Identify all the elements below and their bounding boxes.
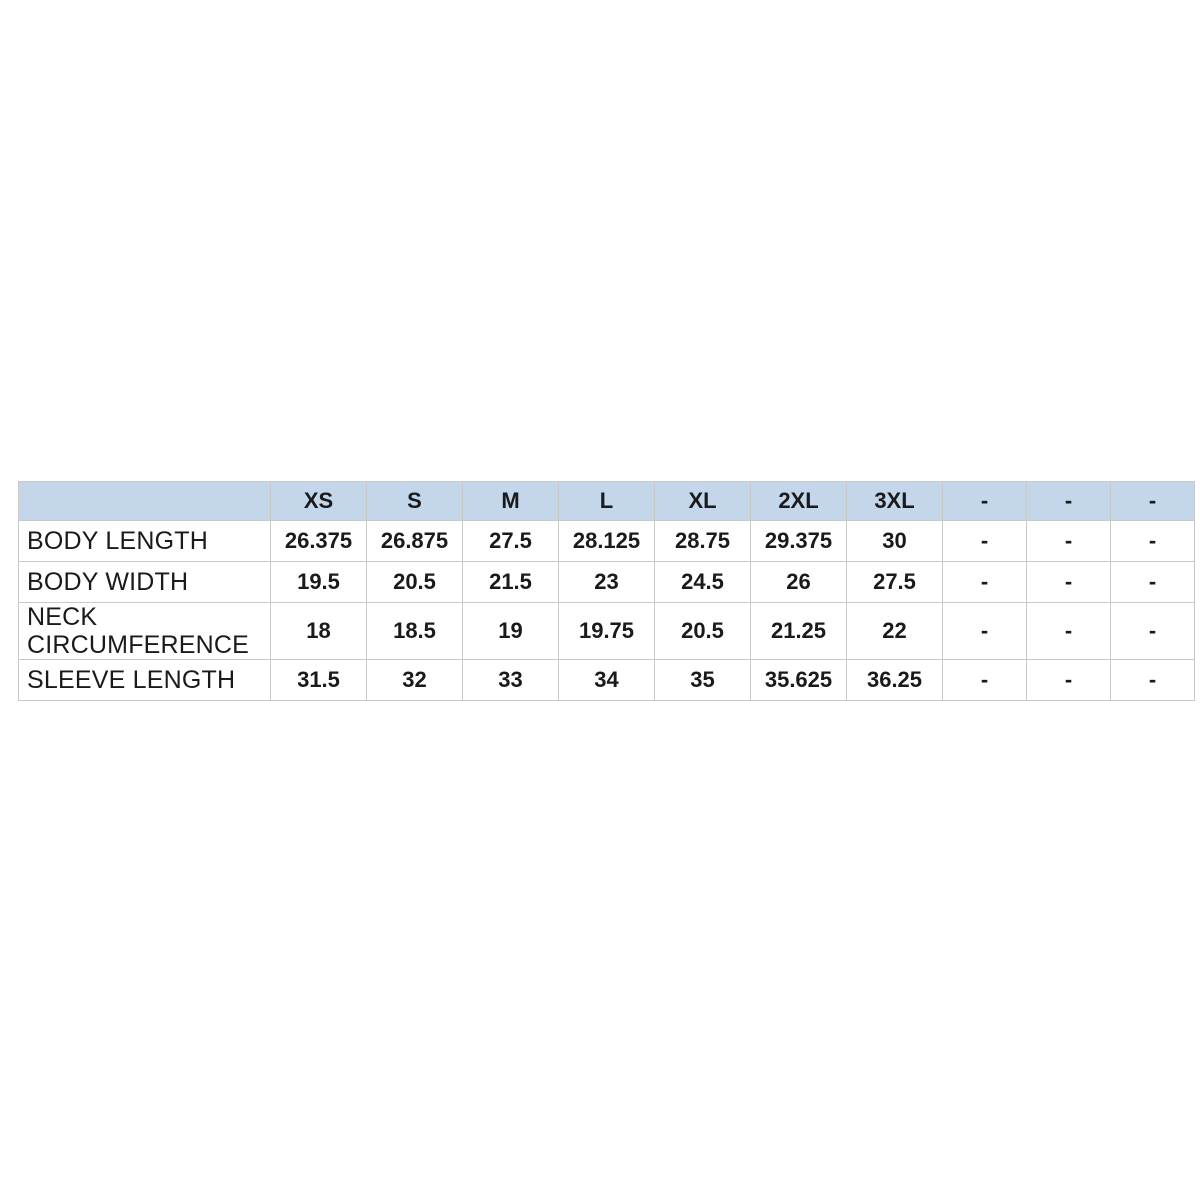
cell-neck-circumference-blank-2: - <box>1027 603 1111 660</box>
header-cell-xs: XS <box>271 482 367 521</box>
table-row <box>19 562 1195 603</box>
cell-neck-circumference-2xl: 21.25 <box>751 603 847 660</box>
cell-body-length-2xl: 29.375 <box>751 521 847 562</box>
header-cell-l: L <box>559 482 655 521</box>
cell-body-length-s: 26.875 <box>367 521 463 562</box>
table-row <box>19 603 1195 660</box>
cell-body-length-blank-3: - <box>1111 521 1195 562</box>
cell-sleeve-length-xs: 31.5 <box>271 660 367 701</box>
cell-sleeve-length-s: 32 <box>367 660 463 701</box>
row-label-body-length: BODY LENGTH <box>19 521 271 562</box>
row-label-line-1: NECK <box>27 603 98 631</box>
cell-body-width-blank-3: - <box>1111 562 1195 603</box>
table-header <box>19 482 1195 521</box>
header-cell-blank-1: - <box>943 482 1027 521</box>
cell-sleeve-length-blank-2: - <box>1027 660 1111 701</box>
cell-body-length-3xl: 30 <box>847 521 943 562</box>
cell-body-length-blank-1: - <box>943 521 1027 562</box>
header-cell-corner <box>19 482 271 521</box>
cell-sleeve-length-xl: 35 <box>655 660 751 701</box>
cell-sleeve-length-2xl: 35.625 <box>751 660 847 701</box>
header-cell-m: M <box>463 482 559 521</box>
row-label-body-width: BODY WIDTH <box>19 562 271 603</box>
header-cell-3xl: 3XL <box>847 482 943 521</box>
header-cell-2xl: 2XL <box>751 482 847 521</box>
cell-body-length-l: 28.125 <box>559 521 655 562</box>
table-row <box>19 521 1195 562</box>
cell-body-width-s: 20.5 <box>367 562 463 603</box>
cell-neck-circumference-m: 19 <box>463 603 559 660</box>
cell-sleeve-length-l: 34 <box>559 660 655 701</box>
cell-neck-circumference-l: 19.75 <box>559 603 655 660</box>
cell-neck-circumference-blank-1: - <box>943 603 1027 660</box>
table-body <box>19 521 1195 701</box>
cell-body-length-blank-2: - <box>1027 521 1111 562</box>
cell-body-width-blank-1: - <box>943 562 1027 603</box>
cell-neck-circumference-blank-3: - <box>1111 603 1195 660</box>
cell-body-length-m: 27.5 <box>463 521 559 562</box>
row-label-line-2: CIRCUMFERENCE <box>27 631 250 659</box>
cell-body-width-m: 21.5 <box>463 562 559 603</box>
row-label-sleeve-length: SLEEVE LENGTH <box>19 660 271 701</box>
cell-sleeve-length-3xl: 36.25 <box>847 660 943 701</box>
cell-sleeve-length-blank-3: - <box>1111 660 1195 701</box>
cell-body-width-3xl: 27.5 <box>847 562 943 603</box>
cell-sleeve-length-m: 33 <box>463 660 559 701</box>
cell-sleeve-length-blank-1: - <box>943 660 1027 701</box>
cell-neck-circumference-s: 18.5 <box>367 603 463 660</box>
cell-neck-circumference-3xl: 22 <box>847 603 943 660</box>
header-cell-blank-2: - <box>1027 482 1111 521</box>
header-row <box>19 482 1195 521</box>
header-cell-xl: XL <box>655 482 751 521</box>
cell-neck-circumference-xl: 20.5 <box>655 603 751 660</box>
row-label-neck-circumference <box>19 603 271 660</box>
cell-body-width-l: 23 <box>559 562 655 603</box>
header-cell-s: S <box>367 482 463 521</box>
size-chart-table <box>18 481 1195 701</box>
header-cell-blank-3: - <box>1111 482 1195 521</box>
cell-body-width-xs: 19.5 <box>271 562 367 603</box>
cell-body-length-xl: 28.75 <box>655 521 751 562</box>
table-row <box>19 660 1195 701</box>
cell-body-width-blank-2: - <box>1027 562 1111 603</box>
cell-body-length-xs: 26.375 <box>271 521 367 562</box>
cell-body-width-2xl: 26 <box>751 562 847 603</box>
cell-body-width-xl: 24.5 <box>655 562 751 603</box>
cell-neck-circumference-xs: 18 <box>271 603 367 660</box>
size-chart-container <box>18 481 1182 701</box>
